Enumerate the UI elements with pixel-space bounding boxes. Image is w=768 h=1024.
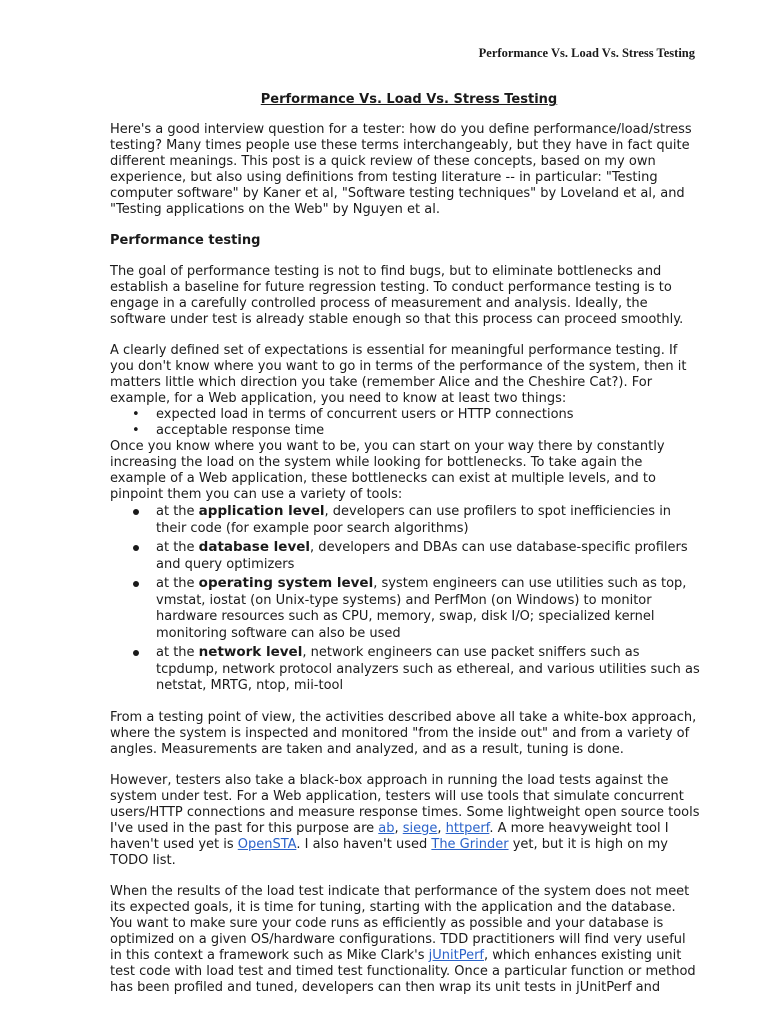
tuning-paragraph: When the results of the load test indicate that performance of the system does not meet its expected goals, it is time for tuning, starting with the application and the database. You want to make sure your code runs as efficiently as possible and your database is optimized on a given OS/hardware configurations. TDD practitioners will find very useful in this context a framework such as Mike Clark's jUnitPerf, which enhances existing unit test code with load test and timed test functionality. Once a particular function or method has been profiled and tuned, developers can then wrap its unit tests in jUnitPerf and — [110, 883, 696, 995]
link-siege[interactable]: siege — [402, 820, 438, 836]
list-item-network-level: at the network level, network engineers can use packet sniffers such as tcpdump, network protocol analyzers such as ethereal, and various utilities such as netstat, MRTG, ntop, mii-tool — [110, 644, 700, 695]
link-junitperf[interactable]: jUnitPerf — [428, 947, 485, 963]
link-the-grinder[interactable]: The Grinder — [431, 836, 509, 852]
list-item: • acceptable response time — [110, 423, 700, 439]
list-item-database-level: at the database level, developers and DBAs can use database-specific profilers and query optimizers — [110, 539, 700, 573]
term-database-level: database level — [198, 539, 311, 555]
expectations-paragraph: A clearly defined set of expectations is essential for meaningful performance testing. If you don't know where you want to go in terms of the performance of the system, then it matters little which direction you take (remember Alice and the Cheshire Cat?). For example, for a Web application, you need to know at least two things: — [110, 343, 687, 406]
term-application-level: application level — [198, 503, 325, 519]
expectations-list — [110, 407, 700, 439]
goal-paragraph: The goal of performance testing is not to find bugs, but to eliminate bottlenecks and establish a baseline for future regression testing. To conduct performance testing is to engage in a carefully controlled process of measurement and analysis. Ideally, the software under test is already stable enough so that this process can proceed smoothly. — [110, 264, 684, 327]
link-ab[interactable]: ab — [378, 820, 395, 836]
levels-list — [110, 503, 700, 695]
list-item: • expected load in terms of concurrent users or HTTP connections — [110, 407, 700, 423]
document-body — [110, 92, 700, 1011]
list-item-os-level: at the operating system level, system engineers can use utilities such as top, vmstat, iostat (on Unix-type systems) and PerfMon (on Windows) to monitor hardware resources such as CPU, memory, swap, disk I/O; specialized kernel monitoring software can also be used — [110, 575, 700, 642]
term-network-level: network level — [198, 644, 303, 660]
whitebox-paragraph: From a testing point of view, the activities described above all take a white-box approach, where the system is inspected and monitored "from the inside out" and from a variety of angles. Measurements are taken and analyzed, and as a result, tuning is done. — [110, 709, 697, 757]
document-title: Performance Vs. Load Vs. Stress Testing — [260, 92, 558, 107]
blackbox-paragraph: However, testers also take a black-box approach in running the load tests against the system under test. For a Web application, testers will use tools that simulate concurrent users/HTTP connections and measure response times. Some lightweight open source tools I've used in the past for this purpose are ab, siege, httperf. A more heavyweight tool I haven't used yet is OpenSTA. I also haven't used The Grinder yet, but it is high on my TODO list. — [110, 772, 700, 868]
term-os-level: operating system level — [198, 575, 374, 591]
link-httperf[interactable]: httperf — [445, 820, 490, 836]
section-heading-performance: Performance testing — [110, 233, 261, 248]
list-item-application-level: at the application level, developers can use profilers to spot inefficiencies in their code (for example poor search algorithms) — [110, 503, 700, 537]
running-header: Performance Vs. Load Vs. Stress Testing — [478, 46, 695, 60]
intro-paragraph: Here's a good interview question for a tester: how do you define performance/load/stress testing? Many times people use these terms interchangeably, but they have in fact quite different meanings. This post is a quick review of these concepts, based on my own experience, but also using definitions from testing literature -- in particular: "Testing computer software" by Kaner et al, "Software testing techniques" by Loveland et al, and "Testing applications on the Web" by Nguyen et al. — [110, 122, 692, 217]
bottlenecks-paragraph: Once you know where you want to be, you can start on your way there by constantly increasing the load on the system while looking for bottlenecks. To take again the example of a Web application, these bottlenecks can exist at multiple levels, and to pinpoint them you can use a variety of tools: — [110, 439, 665, 502]
link-opensta[interactable]: OpenSTA — [237, 836, 297, 852]
